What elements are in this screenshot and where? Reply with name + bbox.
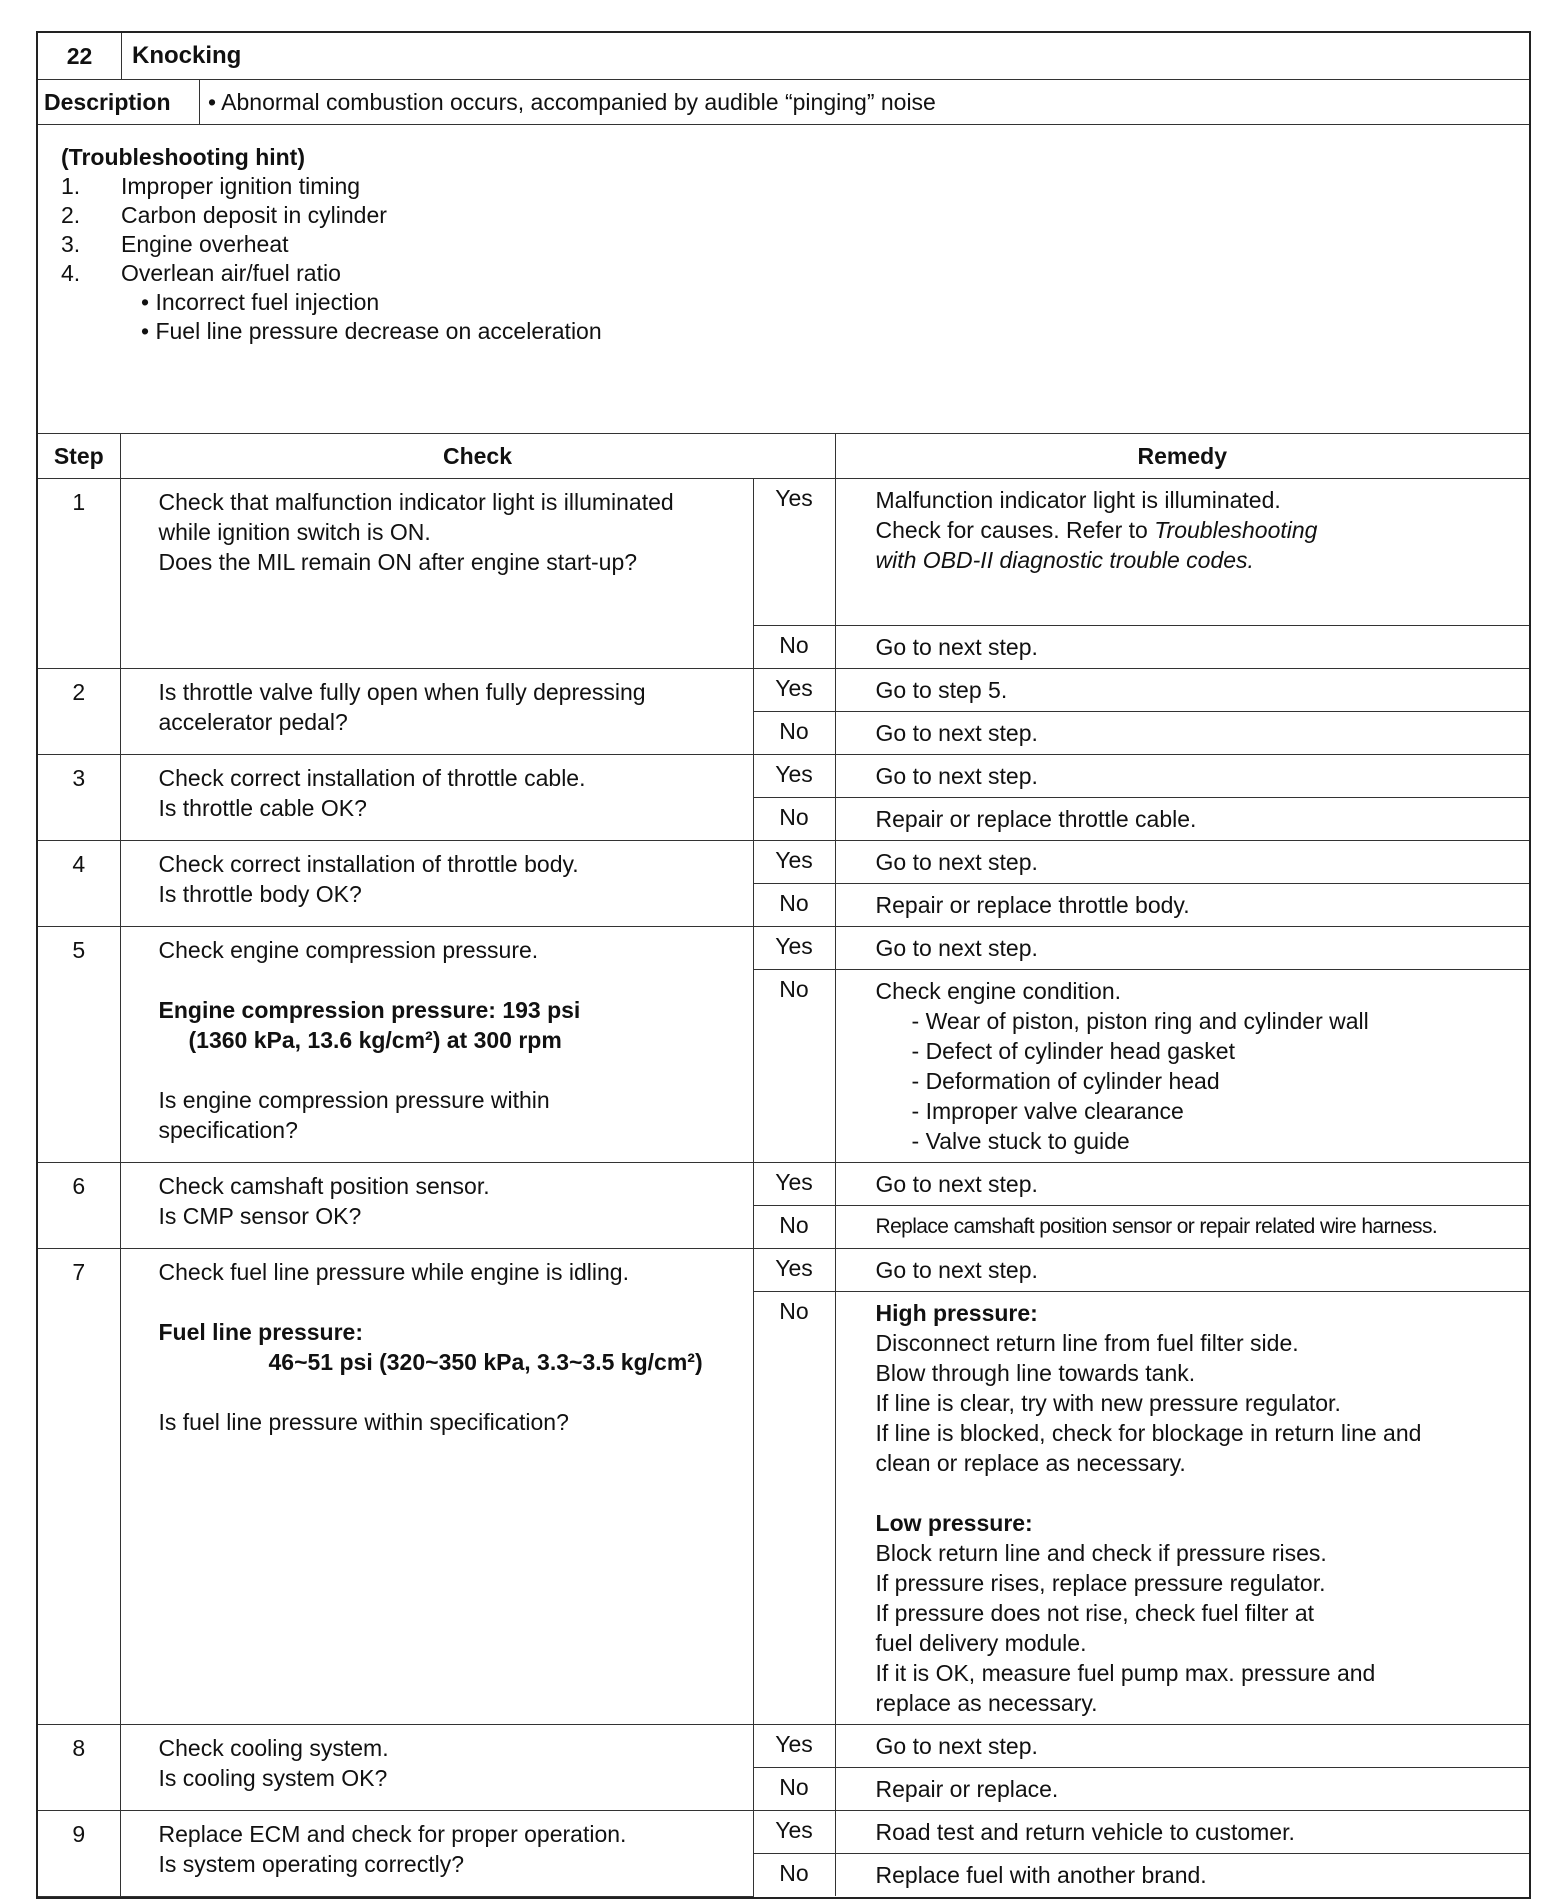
check-line: Is cooling system OK? — [158, 1765, 388, 1791]
remedy-line: fuel delivery module. — [875, 1630, 1087, 1656]
step-check — [120, 755, 753, 841]
yes-remedy: Go to next step. — [835, 1249, 1529, 1292]
hint-subitem: • Incorrect fuel injection — [141, 289, 380, 315]
check-line: Is engine compression pressure within — [158, 1087, 550, 1113]
table-row — [38, 479, 1529, 626]
remedy-line: If line is clear, try with new pressure regulator. — [875, 1390, 1341, 1416]
remedy-line: replace as necessary. — [875, 1690, 1098, 1716]
table-row — [38, 927, 1529, 970]
hint-number: 1. — [61, 173, 81, 199]
remedy-line: Check for causes. Refer to — [875, 517, 1155, 543]
check-line: specification? — [158, 1117, 298, 1143]
remedy-column-header: Remedy — [835, 434, 1529, 479]
no-remedy: Replace camshaft position sensor or repair related wire harness. — [835, 1206, 1529, 1249]
yes-label: Yes — [753, 1249, 835, 1292]
table-row — [38, 669, 1529, 712]
remedy-subitem: - Deformation of cylinder head — [911, 1068, 1220, 1094]
yes-remedy — [835, 479, 1529, 626]
check-line: Is throttle cable OK? — [158, 795, 367, 821]
check-line: Check engine compression pressure. — [158, 937, 539, 963]
step-check — [120, 1725, 753, 1811]
hints-title: (Troubleshooting hint) — [61, 144, 306, 170]
no-label: No — [753, 970, 835, 1163]
hint-subitem: • Fuel line pressure decrease on acceleration — [141, 318, 602, 344]
step-number: 4 — [38, 841, 120, 927]
step-number: 8 — [38, 1725, 120, 1811]
yes-label: Yes — [753, 1725, 835, 1768]
check-line: Is CMP sensor OK? — [158, 1203, 362, 1229]
hint-item — [61, 259, 1529, 288]
check-line: Check correct installation of throttle cable. — [158, 765, 586, 791]
remedy-line: If pressure does not rise, check fuel filter at — [875, 1600, 1314, 1626]
step-number: 5 — [38, 927, 120, 1163]
step-check — [120, 669, 753, 755]
check-line: Check cooling system. — [158, 1735, 389, 1761]
step-number: 9 — [38, 1811, 120, 1897]
description-label: Description — [38, 80, 200, 124]
check-line: Is throttle valve fully open when fully depressing — [158, 679, 646, 705]
yes-remedy: Go to next step. — [835, 927, 1529, 970]
hint-text: Engine overheat — [121, 231, 289, 257]
step-check — [120, 1811, 753, 1897]
hint-item — [61, 172, 1529, 201]
troubleshooting-sheet — [36, 31, 1531, 1899]
no-label: No — [753, 712, 835, 755]
check-line: accelerator pedal? — [158, 709, 348, 735]
description-row — [38, 80, 1529, 125]
table-row — [38, 1249, 1529, 1292]
step-check — [120, 479, 753, 669]
check-line: Check that malfunction indicator light is illuminated — [158, 489, 674, 515]
table-row — [38, 755, 1529, 798]
step-number: 3 — [38, 755, 120, 841]
hint-number: 4. — [61, 260, 81, 286]
section-number: 22 — [38, 33, 122, 79]
step-number: 7 — [38, 1249, 120, 1725]
no-remedy: Repair or replace throttle body. — [835, 884, 1529, 927]
low-pressure-title: Low pressure: — [875, 1510, 1033, 1536]
hint-item — [61, 230, 1529, 259]
fuel-pressure-spec-title: Fuel line pressure: — [158, 1319, 364, 1345]
table-row — [38, 1725, 1529, 1768]
check-line: Is throttle body OK? — [158, 881, 362, 907]
step-number: 2 — [38, 669, 120, 755]
step-number: 1 — [38, 479, 120, 669]
check-line: Replace ECM and check for proper operation. — [158, 1821, 627, 1847]
steps-header-row — [38, 434, 1529, 479]
check-line: Check correct installation of throttle body. — [158, 851, 579, 877]
yes-label: Yes — [753, 1163, 835, 1206]
no-label: No — [753, 798, 835, 841]
yes-label: Yes — [753, 669, 835, 712]
yes-remedy: Go to next step. — [835, 841, 1529, 884]
yes-label: Yes — [753, 1811, 835, 1854]
no-label: No — [753, 884, 835, 927]
check-line: Is fuel line pressure within specification? — [158, 1409, 569, 1435]
no-remedy: Replace fuel with another brand. — [835, 1854, 1529, 1897]
step-check — [120, 1249, 753, 1725]
remedy-reference: Troubleshooting — [1154, 517, 1318, 543]
check-column-header: Check — [120, 434, 835, 479]
check-line: Is system operating correctly? — [158, 1851, 465, 1877]
hint-number: 3. — [61, 231, 81, 257]
remedy-line: Check engine condition. — [875, 978, 1122, 1004]
no-remedy: Repair or replace. — [835, 1768, 1529, 1811]
yes-label: Yes — [753, 927, 835, 970]
yes-remedy: Go to next step. — [835, 1725, 1529, 1768]
no-label: No — [753, 1292, 835, 1725]
hint-text: Overlean air/fuel ratio — [121, 260, 341, 286]
table-row — [38, 1163, 1529, 1206]
table-row — [38, 1811, 1529, 1854]
check-line: Check camshaft position sensor. — [158, 1173, 490, 1199]
remedy-line: Block return line and check if pressure rises. — [875, 1540, 1327, 1566]
hint-item — [61, 201, 1529, 230]
remedy-line: clean or replace as necessary. — [875, 1450, 1186, 1476]
no-remedy: Repair or replace throttle cable. — [835, 798, 1529, 841]
remedy-line: If line is blocked, check for blockage in return line and — [875, 1420, 1422, 1446]
compression-spec-detail: (1360 kPa, 13.6 kg/cm²) at 300 rpm — [188, 1027, 562, 1053]
hint-number: 2. — [61, 202, 81, 228]
yes-label: Yes — [753, 841, 835, 884]
no-remedy — [835, 1292, 1529, 1725]
step-check — [120, 1163, 753, 1249]
no-label: No — [753, 1854, 835, 1897]
remedy-subitem: - Defect of cylinder head gasket — [911, 1038, 1235, 1064]
remedy-line: If pressure rises, replace pressure regulator. — [875, 1570, 1326, 1596]
remedy-reference: with OBD-II diagnostic trouble codes. — [875, 547, 1254, 573]
step-check — [120, 841, 753, 927]
remedy-line: Malfunction indicator light is illuminated. — [875, 487, 1281, 513]
remedy-subitem: - Improper valve clearance — [911, 1098, 1184, 1124]
step-number: 6 — [38, 1163, 120, 1249]
no-remedy: Go to next step. — [835, 712, 1529, 755]
remedy-line: Disconnect return line from fuel filter side. — [875, 1330, 1299, 1356]
hint-text: Carbon deposit in cylinder — [121, 202, 387, 228]
remedy-subitem: - Valve stuck to guide — [911, 1128, 1130, 1154]
yes-remedy: Go to next step. — [835, 755, 1529, 798]
yes-remedy: Go to next step. — [835, 1163, 1529, 1206]
yes-label: Yes — [753, 479, 835, 626]
troubleshooting-hints — [38, 125, 1529, 434]
no-remedy: Go to next step. — [835, 626, 1529, 669]
check-line: while ignition switch is ON. — [158, 519, 431, 545]
remedy-subitem: - Wear of piston, piston ring and cylinder wall — [911, 1008, 1369, 1034]
steps-table — [38, 434, 1529, 1897]
yes-remedy: Road test and return vehicle to customer. — [835, 1811, 1529, 1854]
section-title: Knocking — [132, 42, 242, 69]
description-text: • Abnormal combustion occurs, accompanied by audible “pinging” noise — [208, 89, 936, 115]
no-label: No — [753, 626, 835, 669]
high-pressure-title: High pressure: — [875, 1300, 1038, 1326]
step-column-header: Step — [38, 434, 120, 479]
no-label: No — [753, 1768, 835, 1811]
yes-label: Yes — [753, 755, 835, 798]
table-row — [38, 841, 1529, 884]
remedy-line: If it is OK, measure fuel pump max. pressure and — [875, 1660, 1376, 1686]
no-label: No — [753, 1206, 835, 1249]
no-remedy — [835, 970, 1529, 1163]
title-row — [38, 33, 1529, 80]
remedy-line: Blow through line towards tank. — [875, 1360, 1196, 1386]
check-line: Check fuel line pressure while engine is idling. — [158, 1259, 629, 1285]
fuel-pressure-spec-value: 46~51 psi (320~350 kPa, 3.3~3.5 kg/cm²) — [268, 1349, 703, 1375]
step-check — [120, 927, 753, 1163]
hint-text: Improper ignition timing — [121, 173, 361, 199]
check-line: Does the MIL remain ON after engine start-up? — [158, 549, 638, 575]
yes-remedy: Go to step 5. — [835, 669, 1529, 712]
compression-spec: Engine compression pressure: 193 psi — [158, 997, 581, 1023]
